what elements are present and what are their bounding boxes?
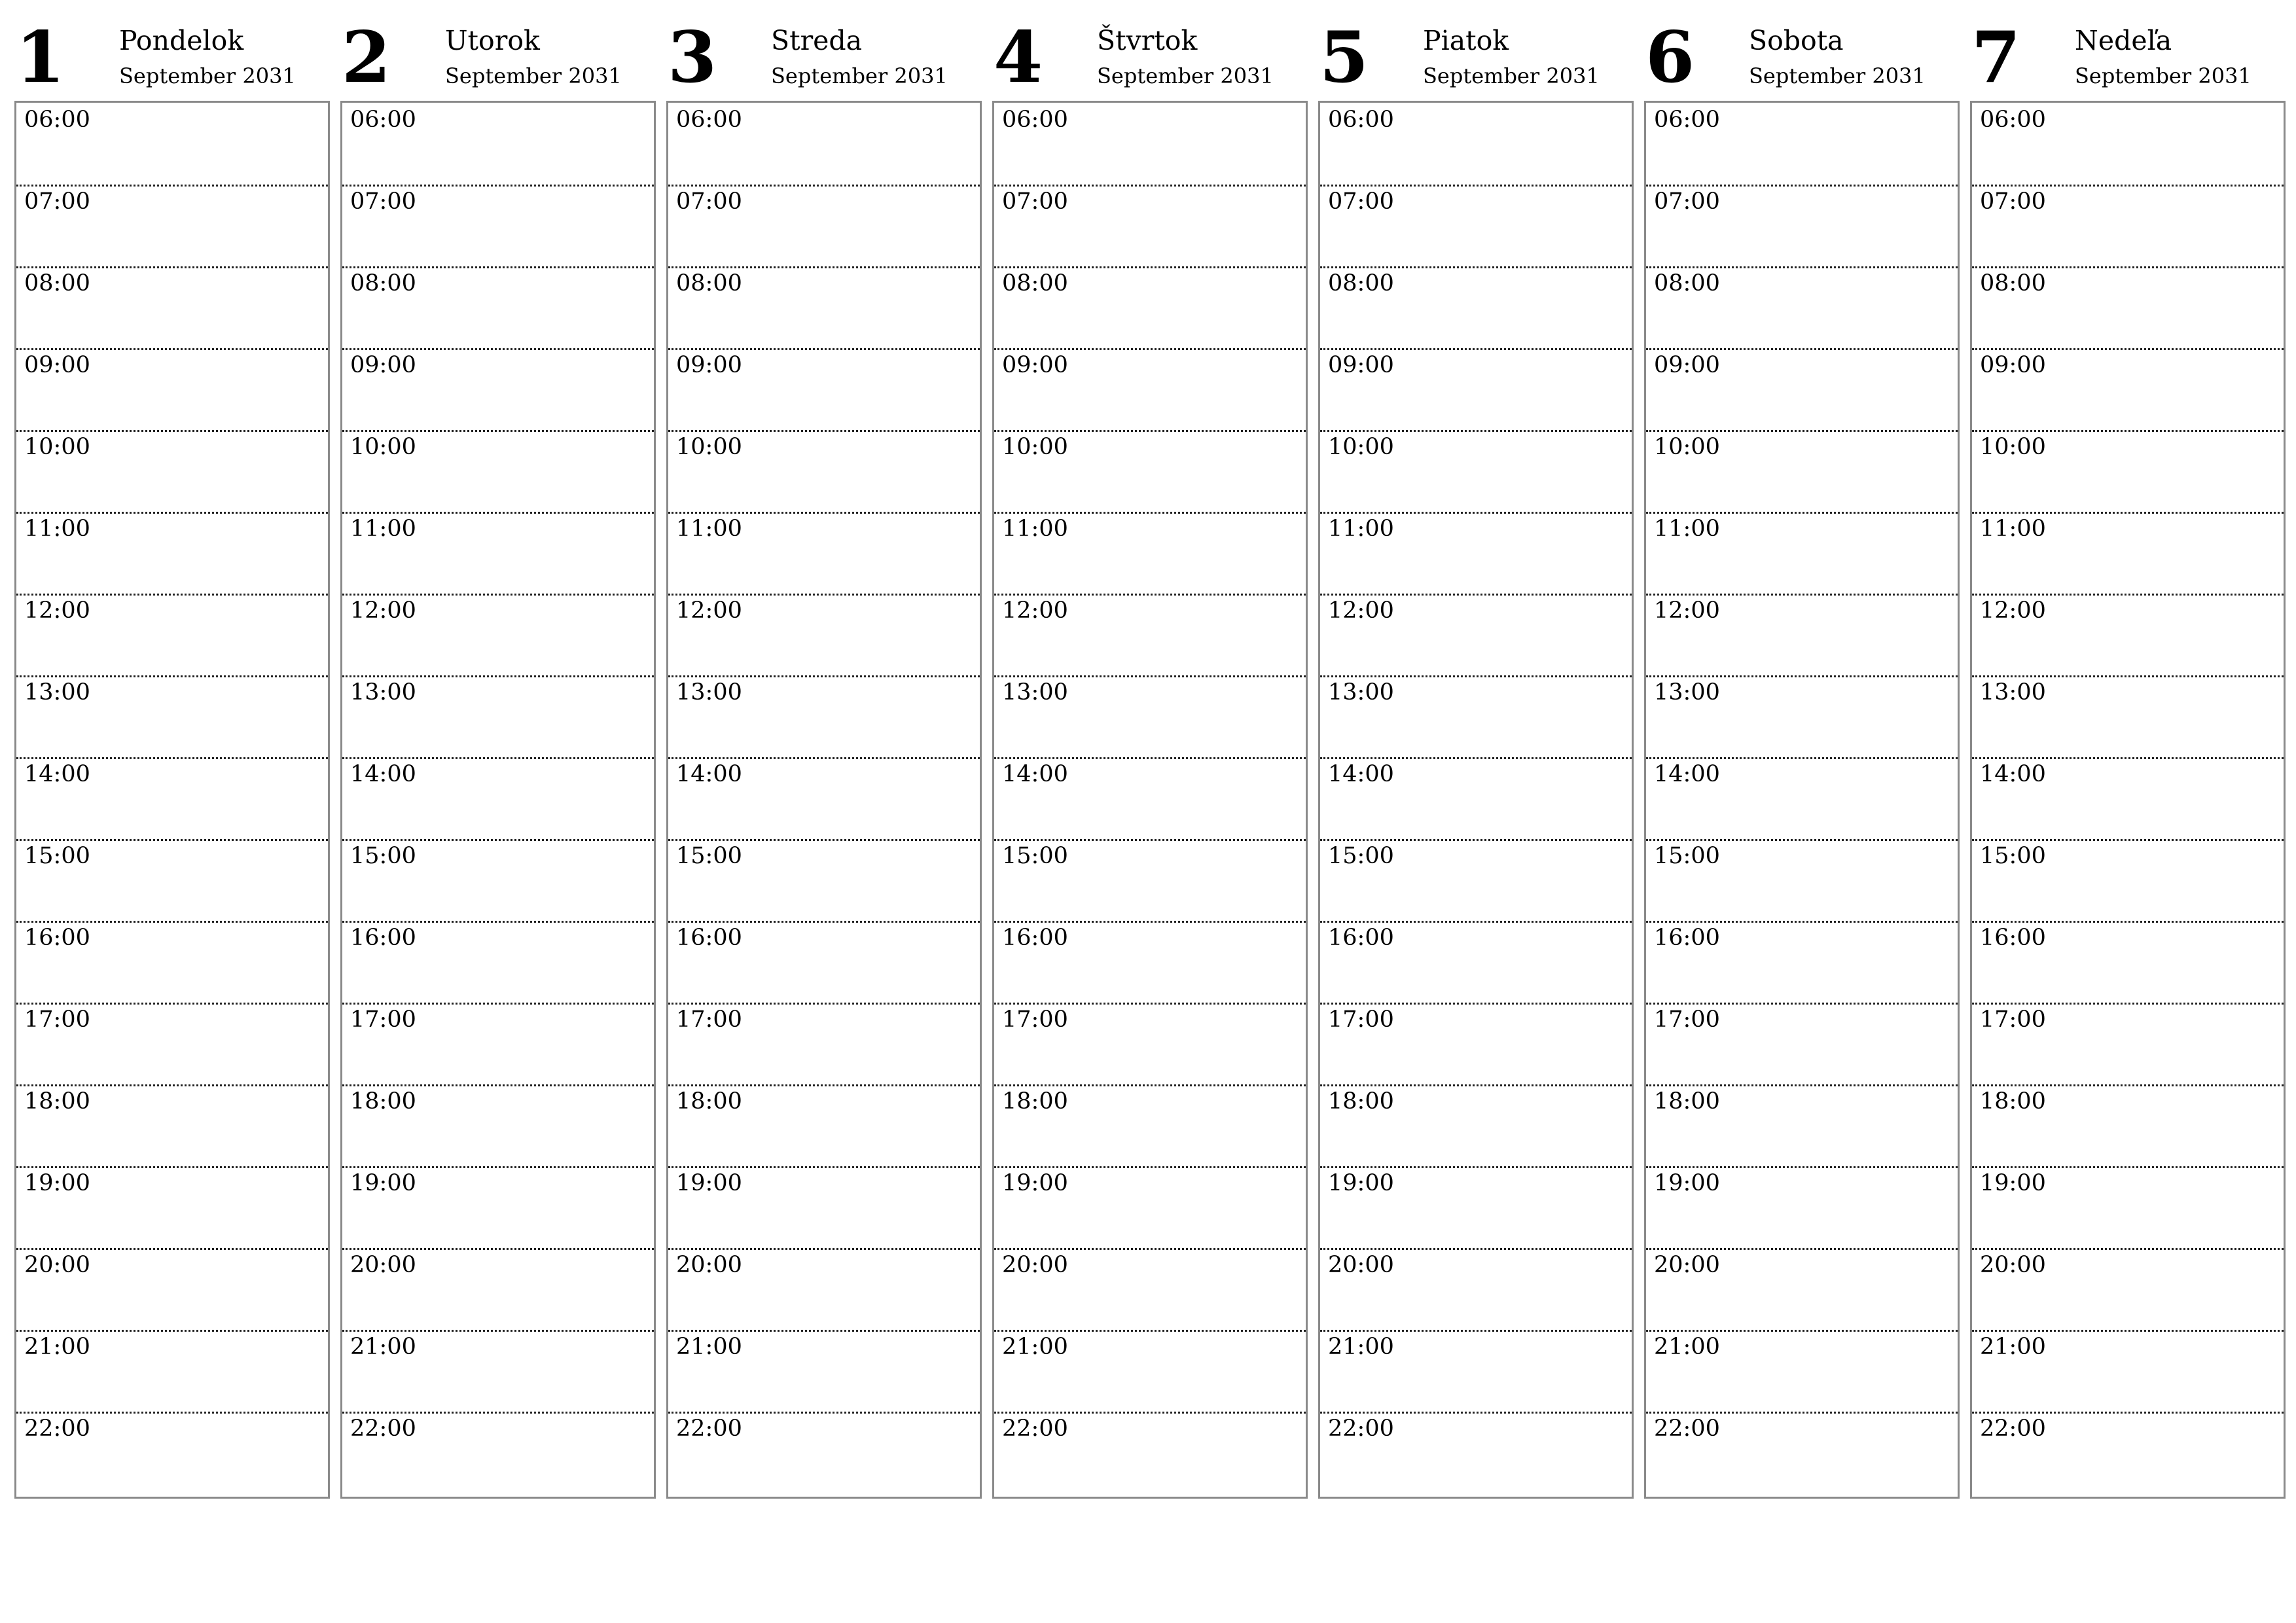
hour-slot[interactable] — [1972, 1084, 2284, 1168]
hour-label: 06:00 — [1654, 107, 1720, 133]
hour-label: 08:00 — [24, 270, 90, 296]
hour-slot[interactable] — [16, 103, 328, 187]
hour-slot[interactable] — [1972, 757, 2284, 841]
hour-label: 10:00 — [1980, 434, 2046, 460]
hour-label: 20:00 — [350, 1252, 416, 1278]
hour-label: 22:00 — [676, 1416, 742, 1442]
hour-slot[interactable] — [668, 103, 980, 187]
hour-slot[interactable] — [342, 1003, 654, 1086]
hour-label: 22:00 — [350, 1416, 416, 1442]
hour-slot[interactable] — [16, 266, 328, 350]
day-column — [14, 0, 327, 1499]
hour-label: 22:00 — [1328, 1416, 1394, 1442]
hour-label: 15:00 — [1002, 843, 1068, 869]
hour-slot[interactable] — [1320, 1084, 1632, 1168]
hour-label: 21:00 — [1980, 1334, 2046, 1360]
hour-slot[interactable] — [1646, 594, 1958, 677]
hour-label: 12:00 — [676, 597, 742, 624]
hour-slot[interactable] — [668, 512, 980, 596]
hour-label: 16:00 — [350, 925, 416, 951]
hour-slot[interactable] — [342, 512, 654, 596]
hour-slot[interactable] — [342, 1248, 654, 1332]
hour-label: 17:00 — [24, 1007, 90, 1033]
hour-label: 19:00 — [350, 1170, 416, 1196]
hour-label: 17:00 — [1002, 1007, 1068, 1033]
day-column — [1970, 0, 2283, 1499]
hour-slot[interactable] — [668, 594, 980, 677]
day-schedule-box — [1644, 101, 1960, 1499]
hour-label: 11:00 — [1980, 516, 2046, 542]
hour-label: 10:00 — [676, 434, 742, 460]
hour-label: 16:00 — [1002, 925, 1068, 951]
day-month-label: September 2031 — [1423, 63, 1600, 88]
hour-label: 07:00 — [1002, 188, 1068, 215]
hour-label: 12:00 — [1980, 597, 2046, 624]
hour-slot[interactable] — [342, 1330, 654, 1414]
hour-label: 11:00 — [350, 516, 416, 542]
hour-label: 16:00 — [676, 925, 742, 951]
hour-slot[interactable] — [668, 675, 980, 759]
hour-slot[interactable] — [1972, 921, 2284, 1005]
hour-label: 17:00 — [1654, 1007, 1720, 1033]
hour-label: 21:00 — [24, 1334, 90, 1360]
hour-label: 09:00 — [350, 352, 416, 378]
hour-slot[interactable] — [1320, 512, 1632, 596]
hour-slot[interactable] — [1320, 1166, 1632, 1250]
hour-slot[interactable] — [1972, 103, 2284, 187]
hour-slot[interactable] — [342, 921, 654, 1005]
hour-slot[interactable] — [668, 1248, 980, 1332]
hour-label: 08:00 — [676, 270, 742, 296]
hour-label: 18:00 — [1328, 1088, 1394, 1115]
day-schedule-box — [1318, 101, 1634, 1499]
hour-slot[interactable] — [668, 430, 980, 514]
hour-label: 20:00 — [1980, 1252, 2046, 1278]
hour-label: 07:00 — [676, 188, 742, 215]
hour-slot[interactable] — [16, 1084, 328, 1168]
day-month-label: September 2031 — [1097, 63, 1274, 88]
hour-slot[interactable] — [668, 266, 980, 350]
hour-slot[interactable] — [342, 1412, 654, 1493]
hour-label: 06:00 — [1980, 107, 2046, 133]
hour-slot[interactable] — [16, 1412, 328, 1493]
hour-slot[interactable] — [342, 675, 654, 759]
hour-label: 09:00 — [1328, 352, 1394, 378]
hour-label: 13:00 — [1980, 679, 2046, 705]
hour-slot[interactable] — [16, 430, 328, 514]
hour-slot[interactable] — [342, 594, 654, 677]
hour-label: 17:00 — [350, 1007, 416, 1033]
hour-label: 16:00 — [1654, 925, 1720, 951]
hour-slot[interactable] — [1646, 348, 1958, 432]
day-month-label: September 2031 — [1749, 63, 1926, 88]
hour-label: 19:00 — [1654, 1170, 1720, 1196]
hour-label: 18:00 — [350, 1088, 416, 1115]
hour-slot[interactable] — [994, 1003, 1306, 1086]
hour-slot[interactable] — [1646, 675, 1958, 759]
hour-label: 07:00 — [1980, 188, 2046, 215]
hour-slot[interactable] — [1320, 103, 1632, 187]
hour-label: 17:00 — [676, 1007, 742, 1033]
hour-label: 07:00 — [1654, 188, 1720, 215]
day-month-label: September 2031 — [119, 63, 296, 88]
hour-label: 16:00 — [24, 925, 90, 951]
day-column — [666, 0, 979, 1499]
hour-label: 16:00 — [1980, 925, 2046, 951]
hour-slot[interactable] — [16, 1003, 328, 1086]
day-name: Streda — [771, 25, 863, 56]
hour-label: 21:00 — [1654, 1334, 1720, 1360]
hour-slot[interactable] — [1646, 1330, 1958, 1414]
hour-label: 10:00 — [24, 434, 90, 460]
day-column — [992, 0, 1305, 1499]
hour-label: 09:00 — [1002, 352, 1068, 378]
hour-label: 08:00 — [1328, 270, 1394, 296]
hour-slot[interactable] — [1646, 1003, 1958, 1086]
hour-label: 20:00 — [24, 1252, 90, 1278]
hour-label: 08:00 — [1002, 270, 1068, 296]
hour-slot[interactable] — [1646, 185, 1958, 268]
day-schedule-box — [340, 101, 656, 1499]
hour-slot[interactable] — [994, 1412, 1306, 1493]
hour-slot[interactable] — [1972, 594, 2284, 677]
hour-label: 11:00 — [1328, 516, 1394, 542]
hour-slot[interactable] — [1646, 266, 1958, 350]
hour-slot[interactable] — [1972, 1330, 2284, 1414]
hour-slot[interactable] — [994, 430, 1306, 514]
hour-label: 15:00 — [24, 843, 90, 869]
day-number: 3 — [668, 16, 717, 99]
hour-label: 21:00 — [676, 1334, 742, 1360]
hour-label: 19:00 — [676, 1170, 742, 1196]
hour-label: 14:00 — [676, 761, 742, 787]
hour-slot[interactable] — [342, 757, 654, 841]
hour-slot[interactable] — [994, 185, 1306, 268]
hour-slot[interactable] — [342, 103, 654, 187]
hour-slot[interactable] — [1320, 757, 1632, 841]
hour-slot[interactable] — [994, 266, 1306, 350]
hour-label: 06:00 — [676, 107, 742, 133]
hour-slot[interactable] — [668, 1330, 980, 1414]
hour-label: 13:00 — [350, 679, 416, 705]
hour-label: 11:00 — [1654, 516, 1720, 542]
hour-slot[interactable] — [1972, 1003, 2284, 1086]
hour-label: 08:00 — [1980, 270, 2046, 296]
hour-slot[interactable] — [16, 1166, 328, 1250]
day-column — [1644, 0, 1957, 1499]
hour-label: 22:00 — [1002, 1416, 1068, 1442]
day-schedule-box — [992, 101, 1308, 1499]
day-column — [340, 0, 653, 1499]
hour-slot[interactable] — [342, 430, 654, 514]
hour-slot[interactable] — [994, 1330, 1306, 1414]
hour-label: 12:00 — [1328, 597, 1394, 624]
hour-slot[interactable] — [994, 348, 1306, 432]
hour-slot[interactable] — [994, 512, 1306, 596]
hour-label: 06:00 — [1328, 107, 1394, 133]
hour-label: 10:00 — [1328, 434, 1394, 460]
day-name: Štvrtok — [1097, 25, 1198, 56]
hour-label: 11:00 — [1002, 516, 1068, 542]
hour-label: 19:00 — [24, 1170, 90, 1196]
hour-label: 22:00 — [1980, 1416, 2046, 1442]
hour-slot[interactable] — [1320, 185, 1632, 268]
hour-label: 06:00 — [24, 107, 90, 133]
hour-slot[interactable] — [668, 1003, 980, 1086]
hour-label: 12:00 — [1654, 597, 1720, 624]
hour-slot[interactable] — [994, 1248, 1306, 1332]
day-column — [1318, 0, 1631, 1499]
hour-slot[interactable] — [1320, 594, 1632, 677]
hour-label: 12:00 — [350, 597, 416, 624]
day-name: Piatok — [1423, 25, 1509, 56]
hour-slot[interactable] — [1320, 266, 1632, 350]
hour-slot[interactable] — [668, 185, 980, 268]
hour-slot[interactable] — [1646, 839, 1958, 923]
hour-label: 13:00 — [676, 679, 742, 705]
hour-slot[interactable] — [1320, 1003, 1632, 1086]
hour-slot[interactable] — [16, 839, 328, 923]
hour-label: 10:00 — [1654, 434, 1720, 460]
hour-slot[interactable] — [994, 1166, 1306, 1250]
day-month-label: September 2031 — [771, 63, 948, 88]
hour-slot[interactable] — [668, 921, 980, 1005]
hour-label: 21:00 — [1002, 1334, 1068, 1360]
hour-label: 13:00 — [1654, 679, 1720, 705]
hour-slot[interactable] — [668, 348, 980, 432]
hour-slot[interactable] — [994, 594, 1306, 677]
hour-slot[interactable] — [16, 185, 328, 268]
hour-label: 06:00 — [1002, 107, 1068, 133]
day-number: 4 — [994, 16, 1043, 99]
hour-slot[interactable] — [1972, 185, 2284, 268]
hour-slot[interactable] — [1320, 921, 1632, 1005]
hour-label: 09:00 — [24, 352, 90, 378]
day-schedule-box — [666, 101, 982, 1499]
hour-slot[interactable] — [668, 1084, 980, 1168]
hour-slot[interactable] — [668, 1166, 980, 1250]
hour-slot[interactable] — [342, 266, 654, 350]
hour-label: 08:00 — [350, 270, 416, 296]
hour-label: 14:00 — [1654, 761, 1720, 787]
day-month-label: September 2031 — [2075, 63, 2251, 88]
hour-label: 13:00 — [1328, 679, 1394, 705]
hour-slot[interactable] — [1972, 1412, 2284, 1493]
hour-label: 19:00 — [1328, 1170, 1394, 1196]
hour-slot[interactable] — [1320, 839, 1632, 923]
hour-label: 15:00 — [1980, 843, 2046, 869]
hour-slot[interactable] — [668, 757, 980, 841]
day-name: Nedeľa — [2075, 25, 2172, 56]
hour-slot[interactable] — [1320, 1412, 1632, 1493]
hour-slot[interactable] — [342, 1084, 654, 1168]
hour-label: 19:00 — [1980, 1170, 2046, 1196]
hour-label: 20:00 — [1328, 1252, 1394, 1278]
hour-label: 15:00 — [1654, 843, 1720, 869]
hour-label: 20:00 — [1654, 1252, 1720, 1278]
hour-slot[interactable] — [342, 839, 654, 923]
day-month-label: September 2031 — [445, 63, 622, 88]
hour-slot[interactable] — [1646, 1084, 1958, 1168]
hour-label: 20:00 — [676, 1252, 742, 1278]
hour-slot[interactable] — [668, 1412, 980, 1493]
hour-slot[interactable] — [1972, 266, 2284, 350]
day-schedule-box — [14, 101, 330, 1499]
hour-slot[interactable] — [1320, 1330, 1632, 1414]
hour-slot[interactable] — [994, 757, 1306, 841]
hour-slot[interactable] — [1972, 430, 2284, 514]
hour-slot[interactable] — [1972, 675, 2284, 759]
hour-slot[interactable] — [16, 1248, 328, 1332]
hour-label: 10:00 — [350, 434, 416, 460]
day-number: 5 — [1319, 16, 1369, 99]
hour-label: 12:00 — [24, 597, 90, 624]
hour-label: 11:00 — [676, 516, 742, 542]
day-number: 1 — [16, 16, 65, 99]
hour-label: 09:00 — [676, 352, 742, 378]
day-schedule-box — [1970, 101, 2286, 1499]
hour-label: 18:00 — [1654, 1088, 1720, 1115]
hour-label: 12:00 — [1002, 597, 1068, 624]
hour-slot[interactable] — [994, 675, 1306, 759]
hour-slot[interactable] — [1320, 675, 1632, 759]
hour-slot[interactable] — [1320, 430, 1632, 514]
hour-slot[interactable] — [1646, 1166, 1958, 1250]
hour-slot[interactable] — [994, 839, 1306, 923]
hour-label: 13:00 — [1002, 679, 1068, 705]
hour-slot[interactable] — [994, 921, 1306, 1005]
hour-slot[interactable] — [342, 1166, 654, 1250]
hour-label: 14:00 — [24, 761, 90, 787]
day-name: Sobota — [1749, 25, 1844, 56]
hour-label: 10:00 — [1002, 434, 1068, 460]
day-name: Pondelok — [119, 25, 244, 56]
hour-label: 13:00 — [24, 679, 90, 705]
hour-slot[interactable] — [1646, 1248, 1958, 1332]
day-number: 7 — [1971, 16, 2021, 99]
hour-label: 22:00 — [24, 1416, 90, 1442]
hour-label: 15:00 — [1328, 843, 1394, 869]
hour-slot[interactable] — [1646, 430, 1958, 514]
hour-slot[interactable] — [1972, 1248, 2284, 1332]
hour-label: 09:00 — [1654, 352, 1720, 378]
hour-slot[interactable] — [1972, 512, 2284, 596]
hour-slot[interactable] — [16, 512, 328, 596]
hour-slot[interactable] — [16, 757, 328, 841]
hour-slot[interactable] — [1646, 1412, 1958, 1493]
hour-label: 14:00 — [1328, 761, 1394, 787]
hour-label: 21:00 — [350, 1334, 416, 1360]
hour-label: 17:00 — [1980, 1007, 2046, 1033]
hour-label: 07:00 — [24, 188, 90, 215]
hour-label: 14:00 — [1980, 761, 2046, 787]
hour-slot[interactable] — [1320, 348, 1632, 432]
day-name: Utorok — [445, 25, 540, 56]
hour-slot[interactable] — [994, 1084, 1306, 1168]
hour-slot[interactable] — [668, 839, 980, 923]
hour-slot[interactable] — [1972, 839, 2284, 923]
hour-label: 08:00 — [1654, 270, 1720, 296]
hour-slot[interactable] — [342, 348, 654, 432]
hour-slot[interactable] — [1646, 757, 1958, 841]
hour-slot[interactable] — [1646, 103, 1958, 187]
hour-label: 14:00 — [1002, 761, 1068, 787]
hour-label: 15:00 — [350, 843, 416, 869]
hour-slot[interactable] — [16, 675, 328, 759]
hour-label: 09:00 — [1980, 352, 2046, 378]
day-number: 2 — [342, 16, 391, 99]
hour-label: 18:00 — [676, 1088, 742, 1115]
day-number: 6 — [1645, 16, 1695, 99]
hour-label: 18:00 — [24, 1088, 90, 1115]
hour-label: 19:00 — [1002, 1170, 1068, 1196]
hour-slot[interactable] — [1646, 921, 1958, 1005]
hour-slot[interactable] — [342, 185, 654, 268]
hour-slot[interactable] — [16, 594, 328, 677]
hour-label: 22:00 — [1654, 1416, 1720, 1442]
hour-label: 07:00 — [1328, 188, 1394, 215]
hour-label: 18:00 — [1002, 1088, 1068, 1115]
hour-label: 16:00 — [1328, 925, 1394, 951]
hour-slot[interactable] — [16, 921, 328, 1005]
hour-slot[interactable] — [994, 103, 1306, 187]
hour-label: 06:00 — [350, 107, 416, 133]
hour-label: 17:00 — [1328, 1007, 1394, 1033]
hour-label: 11:00 — [24, 516, 90, 542]
hour-slot[interactable] — [1972, 1166, 2284, 1250]
hour-label: 15:00 — [676, 843, 742, 869]
hour-slot[interactable] — [1972, 348, 2284, 432]
hour-slot[interactable] — [16, 348, 328, 432]
hour-label: 20:00 — [1002, 1252, 1068, 1278]
hour-slot[interactable] — [1320, 1248, 1632, 1332]
hour-slot[interactable] — [16, 1330, 328, 1414]
hour-label: 21:00 — [1328, 1334, 1394, 1360]
hour-label: 14:00 — [350, 761, 416, 787]
hour-slot[interactable] — [1646, 512, 1958, 596]
hour-label: 18:00 — [1980, 1088, 2046, 1115]
hour-label: 07:00 — [350, 188, 416, 215]
